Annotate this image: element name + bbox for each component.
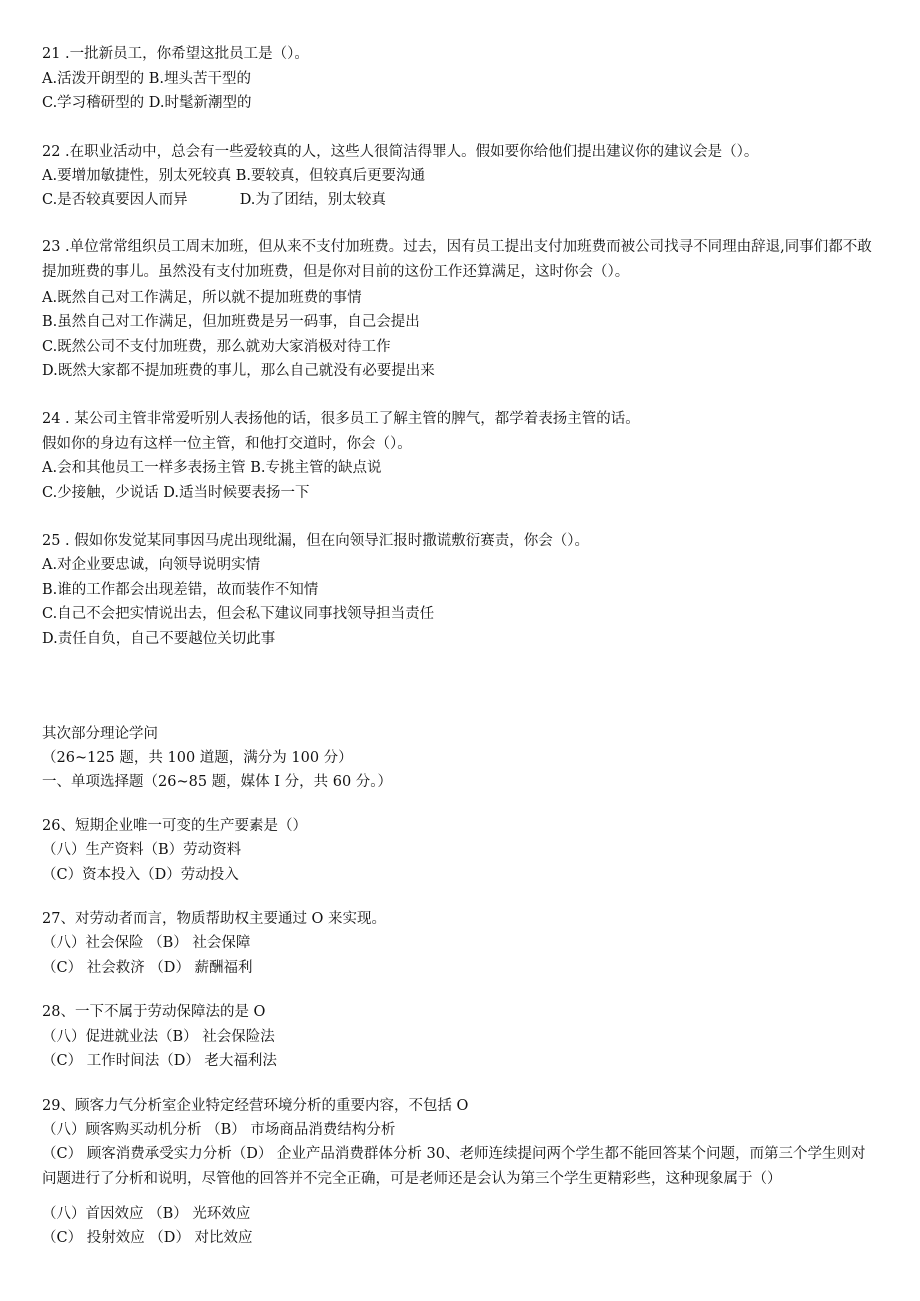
q29-cd-q30-stem: （C） 顾客消费承受实力分析（D） 企业产品消费群体分析 30、老师连续提问两个学生都不能回答某个问题，而第三个学生则对问题进行了分析和说明，尽管他的回答并不完全正确，可是老师还是会认为第三个学生更精彩些，这种现象属于（）	[42, 1146, 866, 1187]
q23-option-a: A.既然自己对工作满足，所以就不提加班费的事情	[42, 290, 362, 306]
q26-options-ab: （八）生产资料（B）劳动资料	[42, 842, 242, 858]
q29-options-ab: （八）顾客购买动机分析 （B） 市场商品消费结构分析	[42, 1122, 396, 1138]
q27-options-ab: （八）社会保险 （B） 社会保障	[42, 935, 251, 951]
q27-stem: 27、对劳动者而言，物质帮助权主要通过 O 来实现。	[42, 911, 387, 927]
q25-option-d: D.责任自负，自己不要越位关切此事	[42, 631, 276, 647]
section-subtitle: （26~125 题，共 100 道题，满分为 100 分）	[42, 750, 353, 766]
q22-option-d: D.为了团结，别太较真	[239, 192, 386, 208]
q30-options-ab: （八）首因效应 （B） 光环效应	[42, 1206, 251, 1222]
section-part-heading: 一、单项选择题（26~85 题，媒体 I 分，共 60 分。）	[42, 774, 393, 790]
q24-options-cd: C.少接触，少说话 D.适当时候要表扬一下	[42, 485, 310, 501]
q25-option-c: C.自己不会把实情说出去，但会私下建议同事找领导担当责任	[42, 606, 435, 622]
q25-stem: 25 . 假如你发觉某同事因马虎出现纰漏，但在向领导汇报时撒谎敷衍赛责，你会（）。	[42, 533, 590, 549]
q24-stem-2: 假如你的身边有这样一位主管，和他打交道时，你会（）。	[42, 436, 412, 452]
q27-options-cd: （C） 社会救济 （D） 薪酬福利	[42, 960, 253, 976]
section-title: 其次部分理论学问	[42, 726, 158, 742]
q29-stem: 29、顾客力气分析室企业特定经营环境分析的重要内容，不包括 O	[42, 1098, 469, 1114]
q23-option-d: D.既然大家都不提加班费的事儿，那么自己就没有必要提出来	[42, 363, 435, 379]
q30-options-cd: （C） 投射效应 （D） 对比效应	[42, 1230, 253, 1246]
q24-stem: 24 . 某公司主管非常爱听别人表扬他的话，很多员工了解主管的脾气，都学着表扬主管的话。	[42, 411, 640, 427]
q28-options-cd: （C） 工作时间法（D） 老大福利法	[42, 1053, 277, 1069]
q28-options-ab: （八）促进就业法（B） 社会保险法	[42, 1029, 275, 1045]
q23-stem: 23 .单位常常组织员工周末加班，但从来不支付加班费。过去，因有员工提出支付加班费而被公司找寻不同理由辞退,同事们都不敢提加班费的事儿。虽然没有支付加班费，但是你对目前的这份工作还算满足，这时你会（）。	[42, 239, 872, 280]
q21-options-ab: A.活泼开朗型的 B.埋头苦干型的	[42, 71, 251, 87]
q22-stem: 22 .在职业活动中，总会有一些爱较真的人，这些人很简洁得罪人。假如要你给他们提出建议你的建议会是（）。	[42, 144, 759, 160]
q24-options-ab: A.会和其他员工一样多表扬主管 B.专挑主管的缺点说	[42, 460, 382, 476]
q21-stem: 21 .一批新员工，你希望这批员工是（）。	[42, 46, 309, 62]
q21-options-cd: C.学习稽研型的 D.时髦新潮型的	[42, 95, 252, 111]
q26-stem: 26、短期企业唯一可变的生产要素是（）	[42, 818, 307, 834]
q22-options-cd	[42, 190, 386, 210]
q22-option-c: C.是否较真要因人而异	[42, 192, 188, 208]
q22-options-ab: A.要增加敏捷性，别太死较真 B.要较真，但较真后更要沟通	[42, 168, 425, 184]
q23-option-c: C.既然公司不支付加班费，那么就劝大家消极对待工作	[42, 339, 391, 355]
q26-options-cd: （C）资本投入（D）劳动投入	[42, 867, 239, 883]
q25-option-b: B.谁的工作都会出现差错，故而装作不知情	[42, 582, 319, 598]
q28-stem: 28、一下不属于劳动保障法的是 O	[42, 1004, 266, 1020]
q23-option-b: B.虽然自己对工作满足，但加班费是另一码事，自己会提出	[42, 314, 420, 330]
q25-option-a: A.对企业要忠诚，向领导说明实情	[42, 557, 261, 573]
